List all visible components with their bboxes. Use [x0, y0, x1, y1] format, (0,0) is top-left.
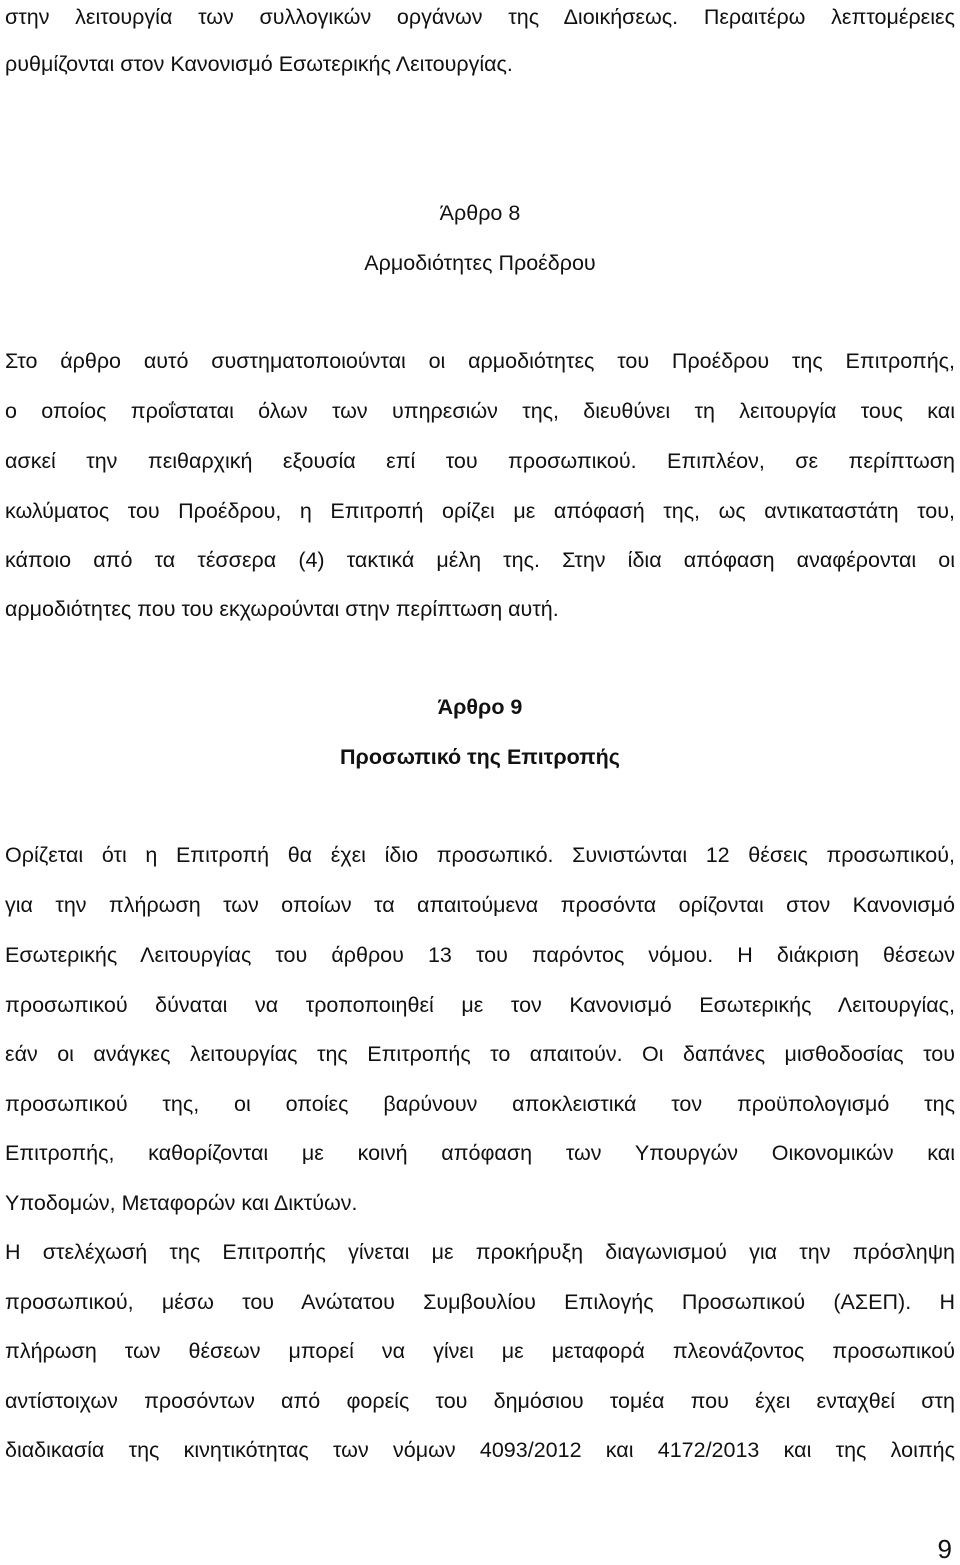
article-9-line-8: Υποδομών, Μεταφορών και Δικτύων. [5, 1191, 358, 1215]
article-8-line-6: αρμοδιότητες που του εκχωρούνται στην περίπτωση αυτή. [5, 597, 559, 621]
article-9-line-10: προσωπικού, μέσω του Ανώτατου Συμβουλίου Επιλογής Προσωπικού (ΑΣΕΠ). Η [5, 1290, 955, 1314]
page-number: 9 [937, 1534, 952, 1564]
article-9-line-3: Εσωτερικής Λειτουργίας του άρθρου 13 του παρόντος νόμου. Η διάκριση θέσεων [5, 943, 955, 967]
article-9-line-2: για την πλήρωση των οποίων τα απαιτούμενα προσόντα ορίζονται στον Κανονισμό [5, 893, 955, 917]
article-9-title: Προσωπικό της Επιτροπής [340, 745, 620, 769]
article-9-line-11: πλήρωση των θέσεων μπορεί να γίνει με μεταφορά πλεονάζοντος προσωπικού [5, 1339, 955, 1363]
article-9-line-4: προσωπικού δύναται να τροποποιηθεί με τον Κανονισμό Εσωτερικής Λειτουργίας, [5, 993, 955, 1017]
article-9-line-9: Η στελέχωσή της Επιτροπής γίνεται με προκήρυξη διαγωνισμού για την πρόσληψη [5, 1240, 955, 1264]
article-8-title: Αρμοδιότητες Προέδρου [364, 251, 596, 275]
article-8-line-4: κωλύματος του Προέδρου, η Επιτροπή ορίζει με απόφασή της, ως αντικαταστάτη του, [5, 499, 955, 523]
article-9-number: Άρθρο 9 [437, 695, 523, 719]
article-9-line-13: διαδικασία της κινητικότητας των νόμων 4093/2012 και 4172/2013 και της λοιπής [5, 1438, 955, 1462]
intro-line-1: στην λειτουργία των συλλογικών οργάνων της Διοικήσεως. Περαιτέρω λεπτομέρειες [5, 5, 955, 29]
article-9-line-1: Ορίζεται ότι η Επιτροπή θα έχει ίδιο προσωπικό. Συνιστώνται 12 θέσεις προσωπικού, [5, 843, 955, 867]
article-8-line-5: κάποιο από τα τέσσερα (4) τακτικά μέλη της. Στην ίδια απόφαση αναφέρονται οι [5, 548, 955, 572]
article-9-line-5: εάν οι ανάγκες λειτουργίας της Επιτροπής το απαιτούν. Οι δαπάνες μισθοδοσίας του [5, 1042, 955, 1066]
article-8-number: Άρθρο 8 [439, 201, 521, 225]
article-8-line-1: Στο άρθρο αυτό συστηματοποιούνται οι αρμοδιότητες του Προέδρου της Επιτροπής, [5, 349, 955, 373]
article-9-line-12: αντίστοιχων προσόντων από φορείς του δημόσιου τομέα που έχει ενταχθεί στη [5, 1389, 955, 1413]
article-8-line-3: ασκεί την πειθαρχική εξουσία επί του προσωπικού. Επιπλέον, σε περίπτωση [5, 449, 955, 473]
intro-line-2: ρυθμίζονται στον Κανονισμό Εσωτερικής Λειτουργίας. [5, 52, 513, 76]
article-9-line-6: προσωπικού της, οι οποίες βαρύνουν αποκλειστικά τον προϋπολογισμό της [5, 1092, 955, 1116]
article-9-line-7: Επιτροπής, καθορίζονται με κοινή απόφαση των Υπουργών Οικονομικών και [5, 1141, 955, 1165]
article-8-line-2: ο οποίος προΐσταται όλων των υπηρεσιών της, διευθύνει τη λειτουργία τους και [5, 399, 955, 423]
